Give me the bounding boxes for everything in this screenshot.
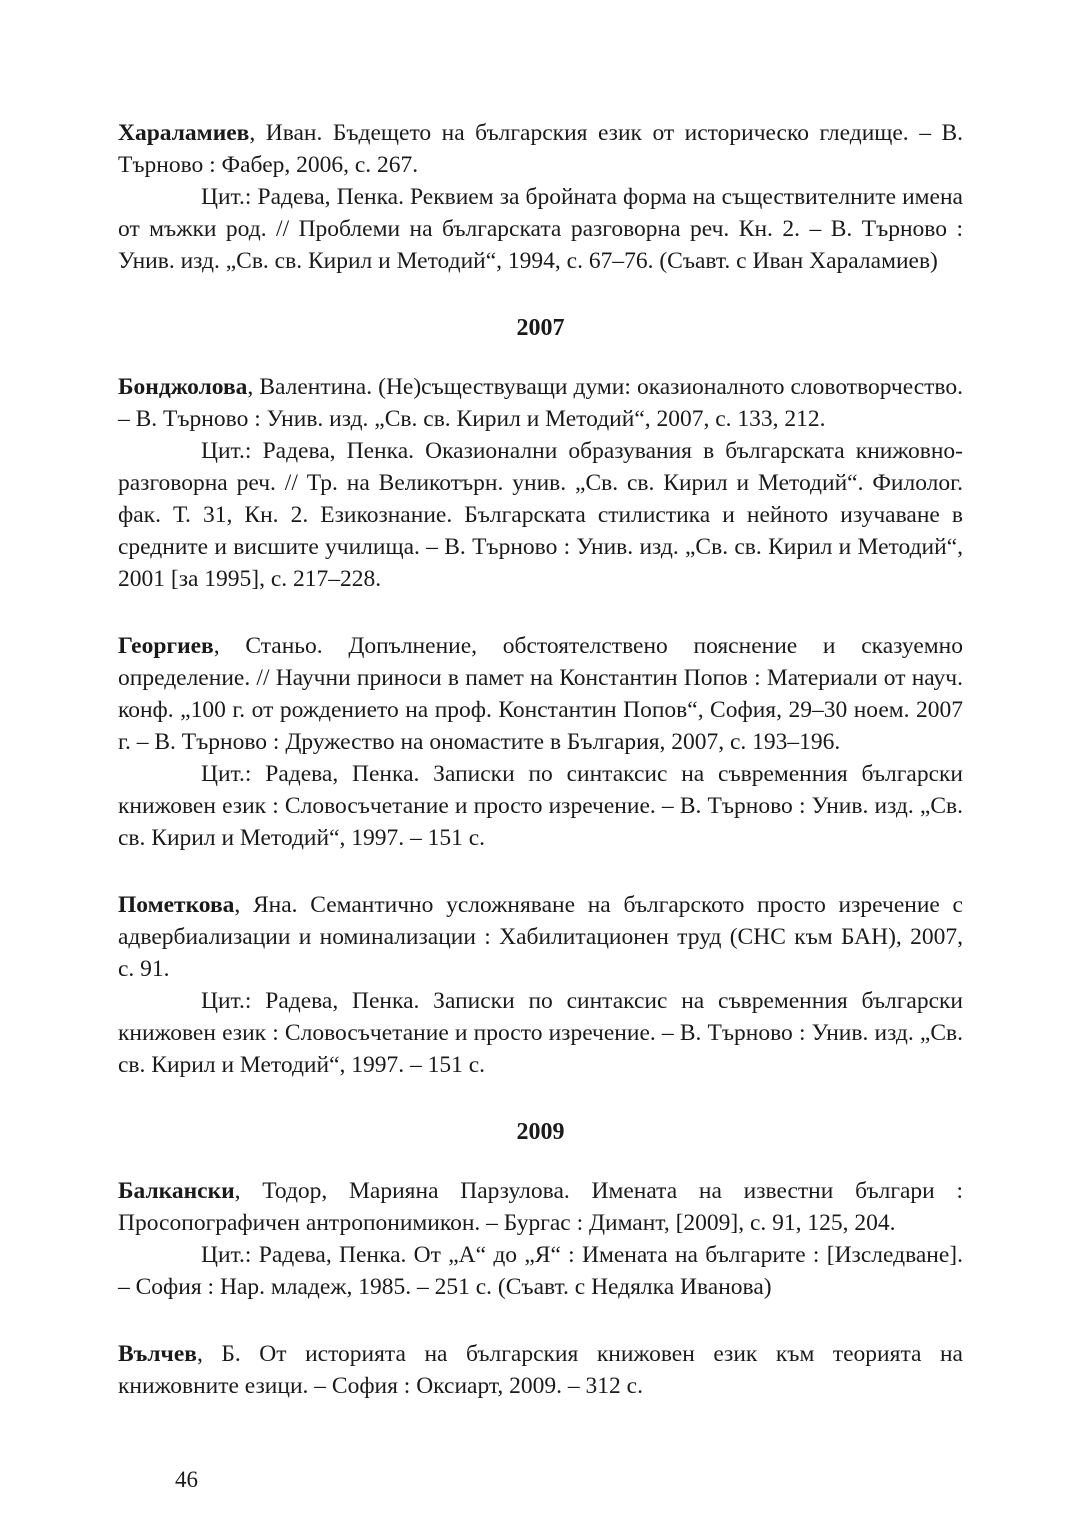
entry-details: , Б. От историята на българския книжовен език към теорията на книжовните езици. – София : Оксиарт, 2009. – 312 с. (118, 1341, 963, 1399)
entry-details: , Станьо. Допълнение, обстоятелствено пояснение и сказуемно определение. // Научни приноси в памет на Константин Попов : Материали от науч. конф. „100 г. от рождението на проф. Константин Попов“, София, 29–30 ноем. 2007 г. – В. Търново : Дружество на ономастите в България, 2007, с. 193–196. (118, 633, 963, 755)
entry-author: Вълчев (118, 1341, 197, 1367)
entry-author: Балкански (118, 1178, 235, 1204)
entry-reference (118, 889, 963, 985)
bibliography-entry (118, 371, 963, 595)
entry-citation: Цит.: Радева, Пенка. Записки по синтаксис на съвременния български книжовен език : Словосъчетание и просто изречение. – В. Търново : Унив. изд. „Св. св. Кирил и Методий“, 1997. – 151 с. (118, 988, 963, 1078)
bibliography-entry (118, 117, 963, 277)
entry-details: , Тодор, Марияна Парзулова. Имената на известни българи : Просопографичен антропонимикон. – Бургас : Димант, [2009], с. 91, 125, 204. (118, 1178, 963, 1236)
bibliography-entry (118, 1175, 963, 1303)
page-content (118, 117, 963, 1402)
entry-details: , Яна. Семантично усложняване на българското просто изречение с адвербиализации и номинализации : Хабилитационен труд (СНС към БАН), 2007, с. 91. (118, 892, 963, 982)
entry-reference (118, 371, 963, 435)
entry-author: Хараламиев (118, 120, 250, 146)
entry-details: , Иван. Бъдещето на българския език от историческо гледище. – В. Търново : Фабер, 2006, с. 267. (118, 120, 963, 178)
entry-citation: Цит.: Радева, Пенка. Записки по синтаксис на съвременния български книжовен език : Словосъчетание и просто изречение. – В. Търново : Унив. изд. „Св. св. Кирил и Методий“, 1997. – 151 с. (118, 761, 963, 851)
entry-reference (118, 630, 963, 758)
entry-reference (118, 117, 963, 181)
entry-author: Пометкова (118, 892, 235, 918)
year-heading-2007: 2007 (516, 315, 565, 341)
year-heading-2009: 2009 (516, 1119, 565, 1145)
bibliography-entry (118, 889, 963, 1081)
entry-details: , Валентина. (Не)съществуващи думи: оказионалното словотворчество. – В. Търново : Унив. изд. „Св. св. Кирил и Методий“, 2007, с. 133, 212. (118, 374, 963, 432)
entry-citation: Цит.: Радева, Пенка. От „А“ до „Я“ : Имената на българите : [Изследване]. – София : Нар. младеж, 1985. – 251 с. (Съавт. с Недялка Иванова) (118, 1242, 963, 1300)
entry-author: Бонджолова (118, 374, 248, 400)
entry-reference (118, 1338, 963, 1402)
bibliography-entry (118, 1338, 963, 1402)
entry-citation: Цит.: Радева, Пенка. Оказионални образувания в българската книжовно-разговорна реч. // Тр. на Великотърн. унив. „Св. св. Кирил и Методий“. Филолог. фак. Т. 31, Кн. 2. Езикознание. Българската стилистика и нейното изучаване в средните и висшите училища. – В. Търново : Унив. изд. „Св. св. Кирил и Методий“, 2001 [за 1995], с. 217–228. (118, 438, 963, 592)
entry-reference (118, 1175, 963, 1239)
page-number: 46 (175, 1467, 198, 1492)
bibliography-entry (118, 630, 963, 854)
entry-citation: Цит.: Радева, Пенка. Реквием за бройната форма на съществителните имена от мъжки род. // Проблеми на българската разговорна реч. Кн. 2. – В. Търново : Унив. изд. „Св. св. Кирил и Методий“, 1994, с. 67–76. (Съавт. с Иван Хараламиев) (118, 184, 963, 274)
entry-author: Георгиев (118, 633, 214, 659)
